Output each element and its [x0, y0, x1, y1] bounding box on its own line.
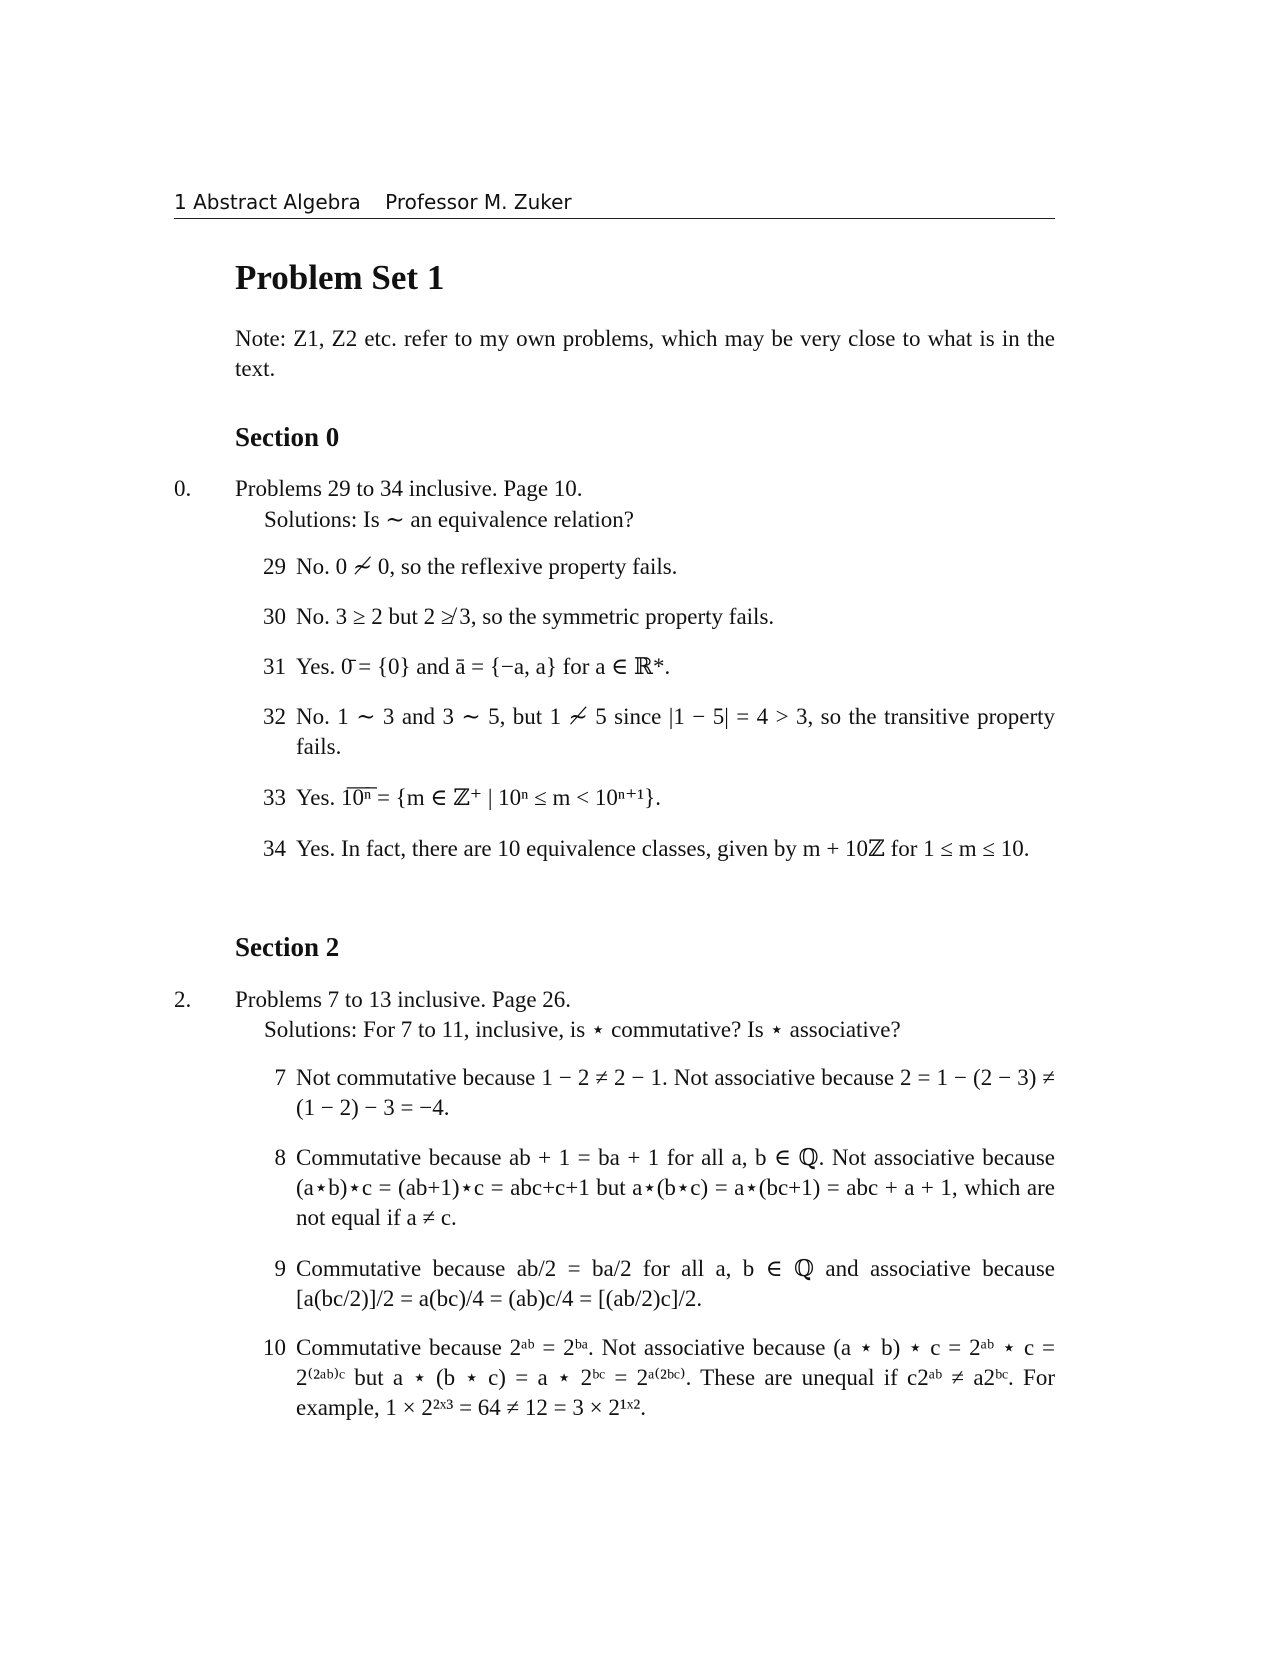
solutions-intro: Solutions: Is ∼ an equivalence relation? [264, 507, 634, 532]
item-text: Not commutative because 1 − 2 ≠ 2 − 1. Not associative because 2 = 1 − (2 − 3) ≠ (1 − 2) − 3 = −4. [296, 1065, 1055, 1120]
item-number: 10 [263, 1335, 286, 1360]
solution-item [263, 783, 1055, 813]
item-text: Commutative because ab + 1 = ba + 1 for all a, b ∈ ℚ. Not associative because (a⋆b)⋆c = (ab+1)⋆c = abc+c+1 but a⋆(b⋆c) = a⋆(bc+1) = abc + a + 1, which are not equal if a ≠ c. [296, 1145, 1055, 1230]
problem-label: 0. [174, 476, 192, 501]
solution-item [263, 834, 1055, 864]
item-text: No. 0 ≁ 0, so the reflexive property fails. [296, 554, 678, 579]
solution-item [263, 602, 1055, 632]
note-paragraph: Note: Z1, Z2 etc. refer to my own problems, which may be very close to what is in the text. [235, 326, 1055, 381]
item-text: Yes. In fact, there are 10 equivalence classes, given by m + 10ℤ for 1 ≤ m ≤ 10. [296, 836, 1030, 861]
item-number: 30 [263, 604, 286, 629]
solution-item [263, 702, 1055, 762]
item-number: 29 [263, 554, 286, 579]
item-number: 9 [274, 1256, 286, 1281]
solution-item [274, 1254, 1055, 1314]
section-heading: Section 0 [235, 422, 340, 452]
running-header [174, 190, 590, 214]
course-title: 1 Abstract Algebra [174, 190, 361, 214]
item-text: No. 1 ∼ 3 and 3 ∼ 5, but 1 ≁ 5 since |1 − 5| = 4 > 3, so the transitive property fails. [296, 704, 1055, 759]
item-number: 32 [263, 704, 286, 729]
item-number: 33 [263, 785, 286, 810]
problem-label: 2. [174, 987, 192, 1012]
solution-item [263, 652, 1055, 682]
item-number: 8 [274, 1145, 286, 1170]
problems-range: Problems 7 to 13 inclusive. Page 26. [235, 987, 572, 1012]
solution-item [263, 552, 1055, 582]
section-heading: Section 2 [235, 932, 340, 962]
problems-range: Problems 29 to 34 inclusive. Page 10. [235, 476, 583, 501]
solution-item [263, 1333, 1055, 1423]
item-number: 7 [274, 1065, 286, 1090]
professor-name: Professor M. Zuker [385, 190, 572, 214]
solution-item [274, 1143, 1055, 1233]
item-number: 34 [263, 836, 286, 861]
header-rule [174, 218, 1055, 219]
item-text: No. 3 ≥ 2 but 2 ≱ 3, so the symmetric property fails. [296, 604, 775, 629]
item-number: 31 [263, 654, 286, 679]
item-text: Yes. 1̅0̅ⁿ̅ = {m ∈ ℤ⁺ | 10ⁿ ≤ m < 10ⁿ⁺¹}. [296, 785, 661, 810]
item-text: Yes. 0̄ = {0} and ā = {−a, a} for a ∈ ℝ*. [296, 654, 671, 679]
item-text: Commutative because ab/2 = ba/2 for all a, b ∈ ℚ and associative because [a(bc/2)]/2 = a(bc)/4 = (ab)c/4 = [(ab/2)c]/2. [296, 1256, 1055, 1311]
solutions-intro: Solutions: For 7 to 11, inclusive, is ⋆ commutative? Is ⋆ associative? [264, 1017, 901, 1042]
item-text: Commutative because 2ᵃᵇ = 2ᵇᵃ. Not associative because (a ⋆ b) ⋆ c = 2ᵃᵇ ⋆ c = 2⁽²ᵃᵇ⁾ᶜ but a ⋆ (b ⋆ c) = a ⋆ 2ᵇᶜ = 2ᵃ⁽²ᵇᶜ⁾. These are unequal if c2ᵃᵇ ≠ a2ᵇᶜ. For example, 1 × 2²ˣ³ = 64 ≠ 12 = 3 × 2¹ˣ². [296, 1335, 1055, 1420]
page-title: Problem Set 1 [235, 258, 445, 297]
solution-item [274, 1063, 1055, 1123]
